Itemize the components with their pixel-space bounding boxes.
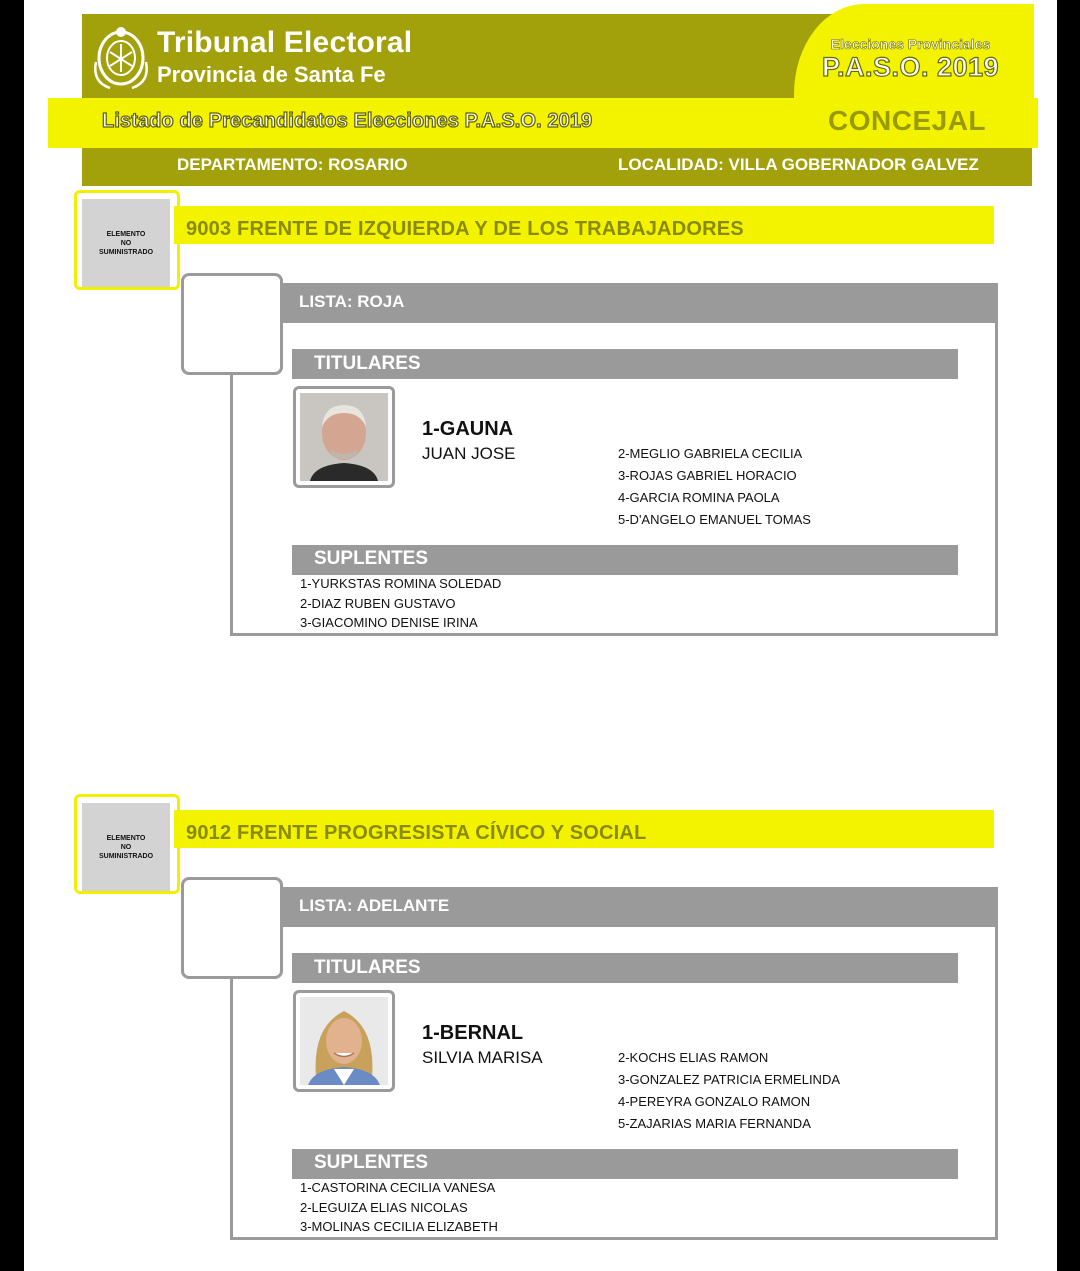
- titular-item: 4-PEREYRA GONZALO RAMON: [618, 1094, 811, 1109]
- logo-placeholder-text: ELEMENTO: [106, 230, 146, 238]
- logo-placeholder-text: SUMINISTRADO: [98, 248, 154, 256]
- titular-item: 2-MEGLIO GABRIELA CECILIA: [618, 446, 803, 461]
- list-name: LISTA: ROJA: [299, 292, 405, 311]
- head-candidate-name: JUAN JOSE: [422, 444, 516, 463]
- suplente-item: 1-YURKSTAS ROMINA SOLEDAD: [300, 576, 502, 591]
- titulares-label: TITULARES: [314, 957, 421, 978]
- head-candidate-name: SILVIA MARISA: [422, 1048, 543, 1067]
- election-label: Elecciones Provinciales: [830, 36, 991, 52]
- suplente-item: 2-LEGUIZA ELIAS NICOLAS: [300, 1200, 468, 1215]
- head-candidate-number: 1-BERNAL: [422, 1022, 524, 1044]
- logo-placeholder-text: NO: [120, 843, 132, 851]
- logo-placeholder-text: NO: [120, 239, 132, 247]
- logo-placeholder-text: ELEMENTO: [106, 834, 146, 842]
- candidate-portrait-icon: [300, 997, 388, 1085]
- party-name: 9012 FRENTE PROGRESISTA CÍVICO Y SOCIAL: [186, 822, 647, 844]
- party-logo-placeholder: [82, 803, 170, 891]
- suplentes-label: SUPLENTES: [314, 548, 429, 569]
- suplentes-label: SUPLENTES: [314, 1152, 429, 1173]
- list-logo-box: [181, 273, 283, 375]
- department-label: DEPARTAMENTO: ROSARIO: [177, 155, 408, 174]
- suplente-item: 1-CASTORINA CECILIA VANESA: [300, 1180, 496, 1195]
- list-logo-box: [181, 877, 283, 979]
- titular-item: 3-GONZALEZ PATRICIA ERMELINDA: [618, 1072, 841, 1087]
- party-logo: [74, 794, 180, 894]
- header-subtitle: Provincia de Santa Fe: [157, 62, 386, 87]
- titular-item: 2-KOCHS ELIAS RAMON: [618, 1050, 769, 1065]
- party-name: 9003 FRENTE DE IZQUIERDA Y DE LOS TRABAJADORES: [186, 218, 744, 240]
- candidate-photo: [293, 386, 395, 488]
- titular-item: 5-ZAJARIAS MARIA FERNANDA: [618, 1116, 811, 1131]
- party-block: [24, 794, 1057, 1254]
- candidate-portrait-icon: [300, 393, 388, 481]
- titular-item: 5-D'ANGELO EMANUEL TOMAS: [618, 512, 811, 527]
- document-page: [24, 0, 1057, 1271]
- party-logo: [74, 190, 180, 290]
- listing-title: Listado de Precandidatos Elecciones P.A.S.O. 2019: [102, 110, 593, 132]
- suplente-item: 3-GIACOMINO DENISE IRINA: [300, 615, 478, 630]
- suplente-item: 3-MOLINAS CECILIA ELIZABETH: [300, 1219, 498, 1234]
- header-title: Tribunal Electoral: [157, 26, 413, 59]
- list-name: LISTA: ADELANTE: [299, 896, 450, 915]
- party-block: [24, 190, 1057, 650]
- head-candidate-number: 1-GAUNA: [422, 418, 514, 440]
- logo-placeholder-text: SUMINISTRADO: [98, 852, 154, 860]
- titular-item: 3-ROJAS GABRIEL HORACIO: [618, 468, 797, 483]
- party-logo-placeholder: [82, 199, 170, 287]
- titulares-label: TITULARES: [314, 353, 421, 374]
- category-label: CONCEJAL: [828, 105, 987, 136]
- titular-item: 4-GARCIA ROMINA PAOLA: [618, 490, 780, 505]
- province-seal-icon: [90, 22, 152, 92]
- candidate-photo: [293, 990, 395, 1092]
- suplente-item: 2-DIAZ RUBEN GUSTAVO: [300, 596, 456, 611]
- election-name: P.A.S.O. 2019: [821, 52, 1000, 82]
- locality-label: LOCALIDAD: VILLA GOBERNADOR GALVEZ: [618, 155, 979, 174]
